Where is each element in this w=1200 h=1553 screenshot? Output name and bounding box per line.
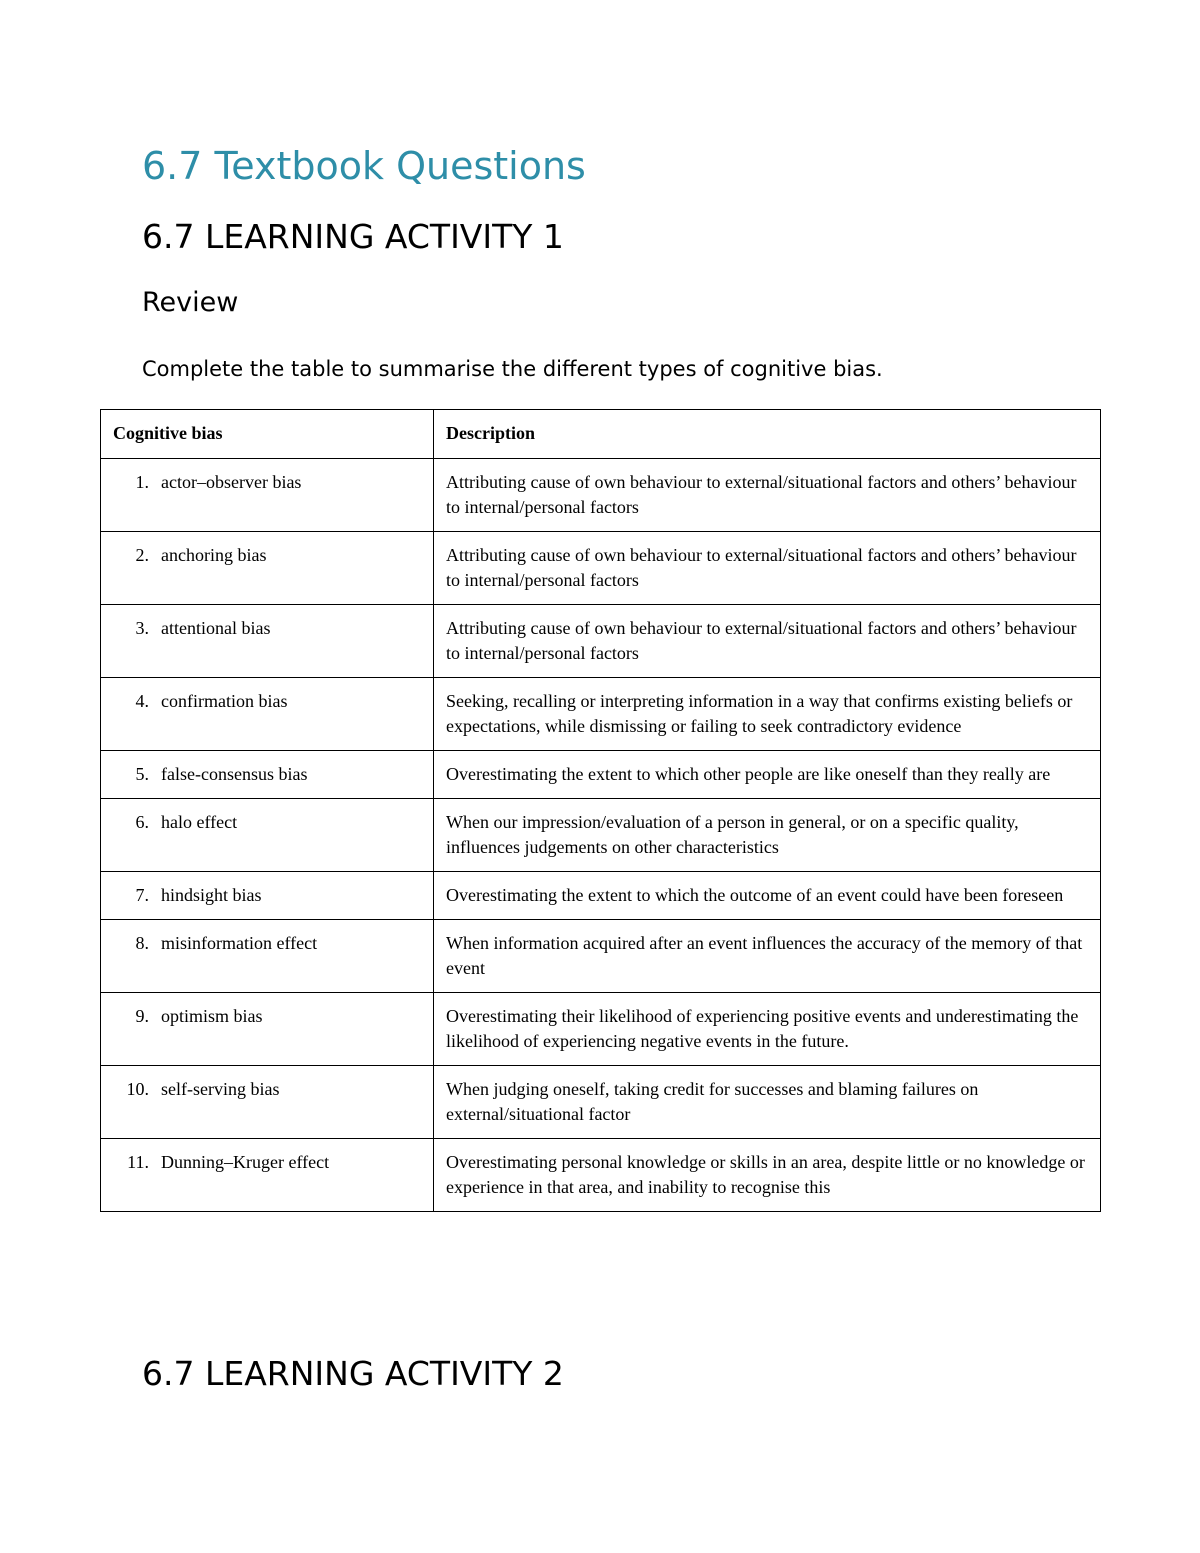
- table-header-row: [101, 410, 1101, 459]
- bias-term-cell: [101, 605, 434, 678]
- bias-term-cell: [101, 751, 434, 799]
- bias-description: When information acquired after an event influences the accuracy of the memory of that event: [434, 920, 1101, 993]
- bias-term-cell: [101, 1139, 434, 1212]
- bias-term: misinformation effect: [161, 933, 318, 953]
- bias-description: When judging oneself, taking credit for successes and blaming failures on external/situational factor: [434, 1066, 1101, 1139]
- table-row: [101, 678, 1101, 751]
- bias-term: Dunning–Kruger effect: [161, 1152, 330, 1172]
- bias-term-cell: [101, 799, 434, 872]
- bias-term-cell: [101, 993, 434, 1066]
- row-number: 2.: [135, 545, 149, 565]
- bias-description: Attributing cause of own behaviour to external/situational factors and others’ behaviour to internal/personal factors: [434, 459, 1101, 532]
- table-row: [101, 532, 1101, 605]
- bias-term-cell: [101, 920, 434, 993]
- bias-description: Overestimating the extent to which the outcome of an event could have been foreseen: [434, 872, 1101, 920]
- column-header-description: Description: [434, 410, 1101, 459]
- bias-term: false-consensus bias: [161, 764, 308, 784]
- review-heading: Review: [142, 287, 239, 318]
- bias-description: Overestimating their likelihood of experiencing positive events and underestimating the likelihood of experiencing negative events in the future.: [434, 993, 1101, 1066]
- bias-term: hindsight bias: [161, 885, 262, 905]
- bias-term-cell: [101, 872, 434, 920]
- bias-term: confirmation bias: [161, 691, 288, 711]
- bias-description: Overestimating personal knowledge or skills in an area, despite little or no knowledge or experience in that area, and inability to recognise this: [434, 1139, 1101, 1212]
- bias-description: Seeking, recalling or interpreting information in a way that confirms existing beliefs or expectations, while dismissing or failing to seek contradictory evidence: [434, 678, 1101, 751]
- row-number: 3.: [135, 618, 149, 638]
- row-number: 7.: [135, 885, 149, 905]
- bias-description: Attributing cause of own behaviour to external/situational factors and others’ behaviour to internal/personal factors: [434, 532, 1101, 605]
- bias-term: self-serving bias: [161, 1079, 280, 1099]
- table-row: [101, 920, 1101, 993]
- learning-activity-2-heading: 6.7 LEARNING ACTIVITY 2: [142, 1354, 564, 1393]
- table-row: [101, 1139, 1101, 1212]
- bias-term: actor–observer bias: [161, 472, 302, 492]
- bias-term-cell: [101, 1066, 434, 1139]
- table-row: [101, 1066, 1101, 1139]
- bias-term-cell: [101, 532, 434, 605]
- table-row: [101, 605, 1101, 678]
- table-row: [101, 751, 1101, 799]
- cognitive-bias-table: [100, 409, 1101, 1212]
- row-number: 8.: [135, 933, 149, 953]
- table-row: [101, 872, 1101, 920]
- bias-term-cell: [101, 459, 434, 532]
- table-row: [101, 459, 1101, 532]
- bias-term-cell: [101, 678, 434, 751]
- bias-description: Attributing cause of own behaviour to external/situational factors and others’ behaviour to internal/personal factors: [434, 605, 1101, 678]
- row-number: 9.: [135, 1006, 149, 1026]
- row-number: 1.: [135, 472, 149, 492]
- row-number: 5.: [135, 764, 149, 784]
- row-number: 4.: [135, 691, 149, 711]
- row-number: 6.: [135, 812, 149, 832]
- bias-description: When our impression/evaluation of a person in general, or on a specific quality, influences judgements on other characteristics: [434, 799, 1101, 872]
- learning-activity-1-heading: 6.7 LEARNING ACTIVITY 1: [142, 217, 564, 256]
- column-header-cognitive-bias: Cognitive bias: [101, 410, 434, 459]
- table-row: [101, 993, 1101, 1066]
- bias-term: halo effect: [161, 812, 238, 832]
- bias-term: anchoring bias: [161, 545, 267, 565]
- row-number: 11.: [127, 1152, 149, 1172]
- bias-term: optimism bias: [161, 1006, 263, 1026]
- table-row: [101, 799, 1101, 872]
- bias-term: attentional bias: [161, 618, 271, 638]
- bias-description: Overestimating the extent to which other people are like oneself than they really are: [434, 751, 1101, 799]
- instruction-text: Complete the table to summarise the different types of cognitive bias.: [142, 357, 883, 381]
- document-title: 6.7 Textbook Questions: [142, 144, 586, 188]
- row-number: 10.: [126, 1079, 149, 1099]
